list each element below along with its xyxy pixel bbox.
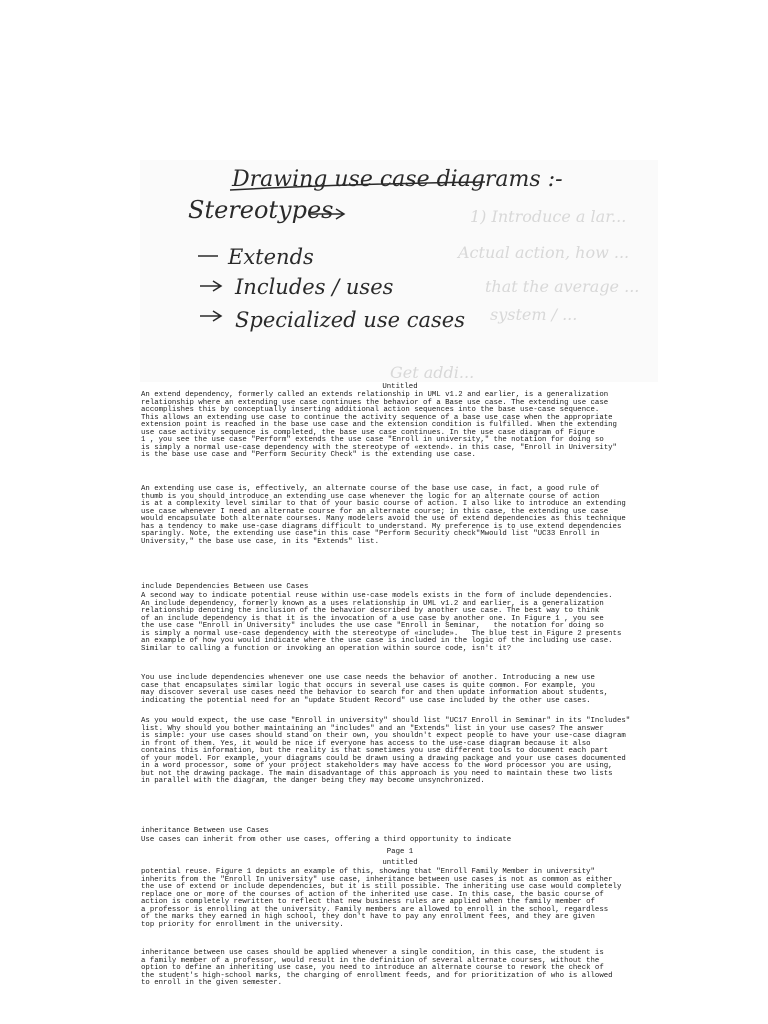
paragraph-inheritance-example: potential reuse. Figure 1 depicts an example of this, showing that "Enroll Family Member in university" inherits from the "Enroll In university" use case, inheritance between use cases is not as common as either the use of extend or include dependencies, but it is still possible. The inheriting use case would completely replace one or more of the courses of action of the inherited use case. In this case, the basic course of action is completely rewritten to reflect that new business rules are applied when the family member of a professor is enrolling at the university. Family members are allowed to enroll in the school, regardless of the marks they earned in high school, they don't have to pay any enrollment fees, and they are given top priority for enrollment in the university. — [141, 868, 622, 929]
svg-text:Get addi...: Get addi... — [390, 363, 475, 382]
heading-untitled: Untitled — [382, 383, 418, 391]
paragraph-use-include: You use include dependencies whenever one use case needs the behavior of another. Introducing a new use case that encapsulates similar logic that occurs in several use cases is quite common. For example, you may discover several use cases need the behavior to search for and then update information about students, indicating the potential need for an "update Student Record" use case included by the other use cases. — [141, 674, 609, 705]
scan-item-includes: Includes / uses — [235, 275, 394, 299]
svg-text:1) Introduce a lar...: 1) Introduce a lar... — [470, 207, 627, 226]
handwritten-notes-drawing — [140, 160, 658, 382]
heading-inheritance: inheritance Between use Cases — [141, 827, 269, 835]
paragraph-extend-dependency: An extend dependency, formerly called an extends relationship in UML v1.2 and earlier, is a generalization relationship where an extending use case continues the behavior of a Base use case. The extending use case accomplishes this by conceptually inserting additional action sequences into the base use-case sequence. This allows an extending use case to continue the activity sequence of a base use case when the appropriate extension point is reached in the base use case and the extension condition is fulfilled. When the extending use case activity sequence is completed, the base use case continues. In the use case diagram of Figure 1 , you see the use case "Perform" extends the use case "Enroll in university," the notation for doing so is simply a normal use-case dependency with the stereotype of «extend». in this case, "Enroll in University" is the base use case and "Perform Security Check" is the extending use case. — [141, 391, 617, 460]
paragraph-inheritance-intro: Use cases can inherit from other use cases, offering a third opportunity to indicate — [141, 836, 512, 844]
scan-subtitle: Stereotypes — [188, 196, 334, 224]
paragraph-inheritance-condition: inheritance between use cases should be applied whenever a single condition, in this case, the student is a family member of a professor, would result in the definition of several alternate courses, without the option to define an inheriting use case, you need to introduce an alternate course to rework the check of the student's high-school marks, the charging of enrollment feeds, and for prioritization of who is allowed to enroll in the given semester. — [141, 949, 613, 988]
scan-item-specialized: Specialized use cases — [235, 308, 465, 332]
paragraph-include-dependency: A second way to indicate potential reuse within use-case models exists in the form of include dependencies. An include dependency, formerly known as a uses relationship in UML v1.2 and earlier, is a generalization relationship denoting the inclusion of the behavior described by another use case. The best way to think of an include dependency is that it is the invocation of a use case by another one. In Figure 1 , you see the use case "Enroll in University" includes the use case "Enroll in Seminar, the notation for doing so is simply a normal use-case dependency with the stereotype of «include». The blue test in Figure 2 presents an example of how you would indicate where the use case is included in the logic of the including use case. Similar to calling a function or invoking an operation within source code, isn't it? — [141, 592, 622, 653]
scan-title: Drawing use case diagrams :- — [232, 167, 563, 192]
heading-include-dependencies: include Dependencies Between use Cases — [141, 583, 309, 591]
paragraph-includes-list: As you would expect, the use case "Enroll in university" should list "UC17 Enroll in Seminar" in its "Includes" list. Why should you bother maintaining an "includes" and an "Extends" list in your use cases? The answer is simple: your use cases should stand on their own, you shouldn't expect people to have your use-case diagram in front of them. Yes, it would be nice if everyone has access to the use-case diagram because it also contains this information, but the reality is that sometimes you use different tools to document each part of your model. For example, your diagrams could be drawn using a drawing package and your use cases documented in a word processor, some of your project stakeholders may have access to the word processor you are using, but not the drawing package. The main disadvantage of this approach is you need to maintain these two lists in parallel with the diagram, the danger being they may become unsynchronized. — [141, 717, 631, 786]
svg-text:that the average ...: that the average ... — [485, 277, 640, 296]
scan-item-extends: Extends — [228, 245, 314, 269]
heading-untitled-2: untitled — [382, 859, 418, 867]
page-number: Page 1 — [386, 848, 414, 856]
paragraph-extending-use-case: An extending use case is, effectively, an alternate course of the base use case, in fact, a good rule of thumb is you should introduce an extending use case whenever the logic for an alternate course of action is at a complexity level similar to that of your basic course of action. I also like to introduce an extending use case whenever I need an alternate course for an alternate course; in this case, the extending use case would encapsulate both alternate courses. Many modelers avoid the use of extend dependencies as this technique has a tendency to make use-case diagrams difficult to understand. My preference is to use extend dependencies sparingly. Note, the extending use case"in this case "Perform Security check"Mwould list "UC33 Enroll in University," the base use case, in its "Extends" list. — [141, 485, 626, 546]
svg-text:Actual action, how ...: Actual action, how ... — [458, 243, 630, 262]
handwritten-notes-image — [140, 160, 658, 382]
svg-text:system / ...: system / ... — [490, 305, 578, 324]
